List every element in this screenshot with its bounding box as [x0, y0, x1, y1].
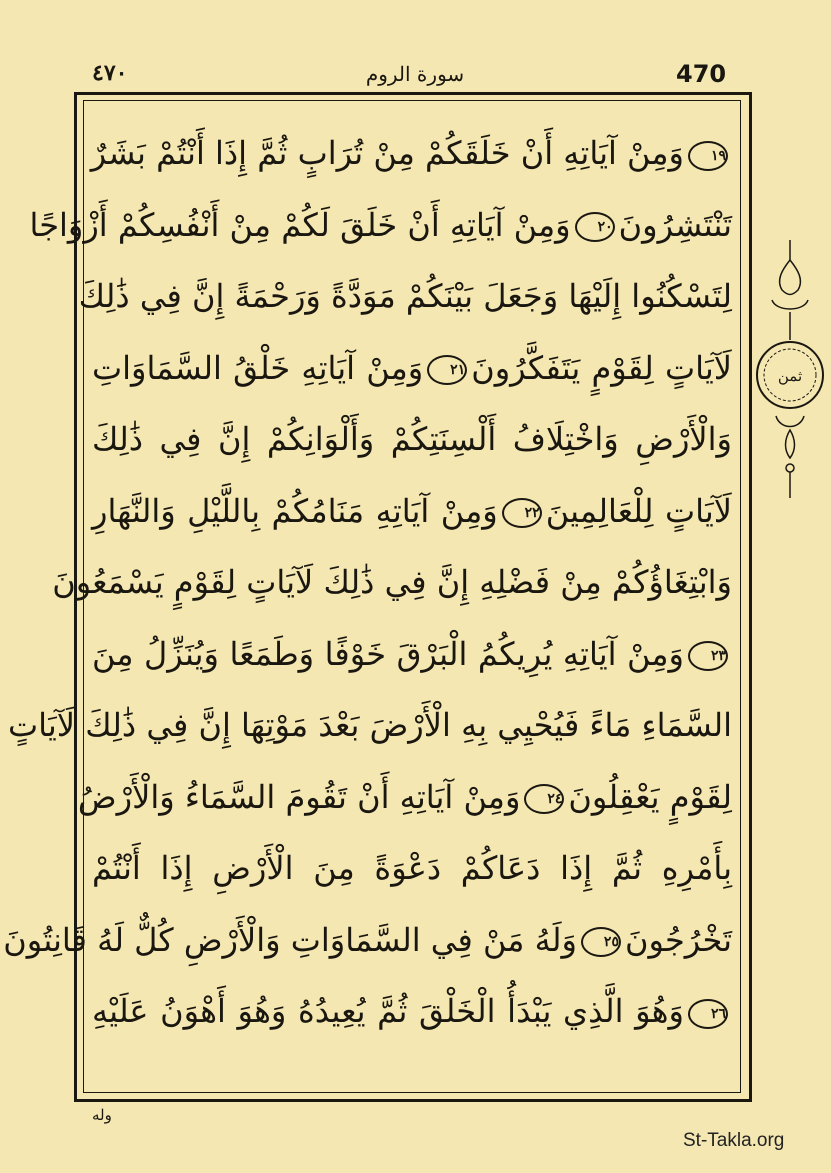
verse-text: لِقَوْمٍ يَعْقِلُونَ [568, 777, 732, 816]
verse-text: وَالْأَرْضِ وَاخْتِلَافُ أَلْسِنَتِكُمْ وَأَلْوَانِكُمْ إِنَّ فِي ذَٰلِكَ [92, 420, 732, 458]
text-line [92, 333, 732, 405]
watermark: St-Takla.org [683, 1130, 785, 1151]
text-line [77, 762, 732, 834]
text-line [92, 619, 732, 691]
verse-text: لَآيَاتٍ لِلْعَالِمِينَ [545, 491, 733, 530]
ayah-number-marker: ٢١ [427, 355, 467, 385]
ayah-number-marker: ١٩ [688, 141, 728, 171]
page-number-latin: 470 [676, 60, 727, 88]
verse-text: وَمِنْ آيَاتِهِ خَلْقُ السَّمَاوَاتِ [92, 348, 424, 387]
verse-text: تَخْرُجُونَ [624, 920, 732, 959]
page-number-arabic: ٤٧٠ [92, 60, 128, 86]
verse-text: وَابْتِغَاؤُكُمْ مِنْ فَضْلِهِ إِنَّ فِي ذَٰلِكَ لَآيَاتٍ لِقَوْمٍ يَسْمَعُونَ [52, 563, 732, 601]
text-line [8, 690, 732, 762]
ornament-label: ثمن [777, 367, 803, 385]
ayah-number-marker: ٢٠ [575, 212, 615, 242]
verse-text: السَّمَاءِ مَاءً فَيُحْيِي بِهِ الْأَرْضَ بَعْدَ مَوْتِهَا إِنَّ فِي ذَٰلِكَ لَآيَاتٍ [8, 706, 732, 744]
verse-text: وَمِنْ آيَاتِهِ أَنْ خَلَقَ لَكُمْ مِنْ أَنْفُسِكُمْ أَزْوَاجًا [29, 205, 571, 244]
catchword: وله [92, 1106, 112, 1124]
verse-text: وَمِنْ آيَاتِهِ يُرِيكُمُ الْبَرْقَ خَوْفًا وَطَمَعًا وَيُنَزِّلُ مِنَ [92, 634, 684, 673]
text-line [29, 190, 732, 262]
verse-text: وَمِنْ آيَاتِهِ أَنْ تَقُومَ السَّمَاءُ وَالْأَرْضُ [77, 777, 521, 816]
ayah-number-marker: ٢٢ [502, 498, 542, 528]
text-line [52, 547, 732, 619]
verse-text: وَمِنْ آيَاتِهِ مَنَامُكُمْ بِاللَّيْلِ وَالنَّهَارِ [92, 491, 498, 530]
text-line [92, 404, 732, 476]
surah-title: سورة الروم [365, 62, 465, 86]
verse-text: لَآيَاتٍ لِقَوْمٍ يَتَفَكَّرُونَ [471, 348, 733, 387]
ayah-number-marker: ٢٥ [581, 927, 621, 957]
verse-text: وَمِنْ آيَاتِهِ أَنْ خَلَقَكُمْ مِنْ تُرَابٍ ثُمَّ إِذَا أَنْتُمْ بَشَرٌ [90, 134, 684, 172]
verse-text: لِتَسْكُنُوا إِلَيْهَا وَجَعَلَ بَيْنَكُمْ مَوَدَّةً وَرَحْمَةً إِنَّ فِي ذَٰلِكَ [78, 277, 732, 315]
text-line [78, 261, 732, 333]
text-line [92, 976, 732, 1048]
text-line [3, 905, 732, 977]
verse-text: وَهُوَ الَّذِي يَبْدَأُ الْخَلْقَ ثُمَّ يُعِيدُهُ وَهُوَ أَهْوَنُ عَلَيْهِ [92, 992, 684, 1030]
verse-text: بِأَمْرِهِ ثُمَّ إِذَا دَعَاكُمْ دَعْوَةً مِنَ الْأَرْضِ إِذَا أَنْتُمْ [92, 849, 732, 887]
text-line [92, 476, 732, 548]
verse-text: تَنْتَشِرُونَ [618, 205, 732, 244]
ayah-number-marker: ٢٤ [524, 784, 564, 814]
text-line [92, 118, 732, 190]
verse-text: وَلَهُ مَنْ فِي السَّمَاوَاتِ وَالْأَرْضِ كُلٌّ لَهُ قَانِتُونَ [3, 920, 577, 959]
quran-text-body [3, 118, 733, 1078]
text-line [92, 833, 732, 905]
ayah-number-marker: ٢٣ [688, 641, 728, 671]
ayah-number-marker: ٢٦ [688, 999, 728, 1029]
hizb-ornament-icon [752, 240, 828, 500]
